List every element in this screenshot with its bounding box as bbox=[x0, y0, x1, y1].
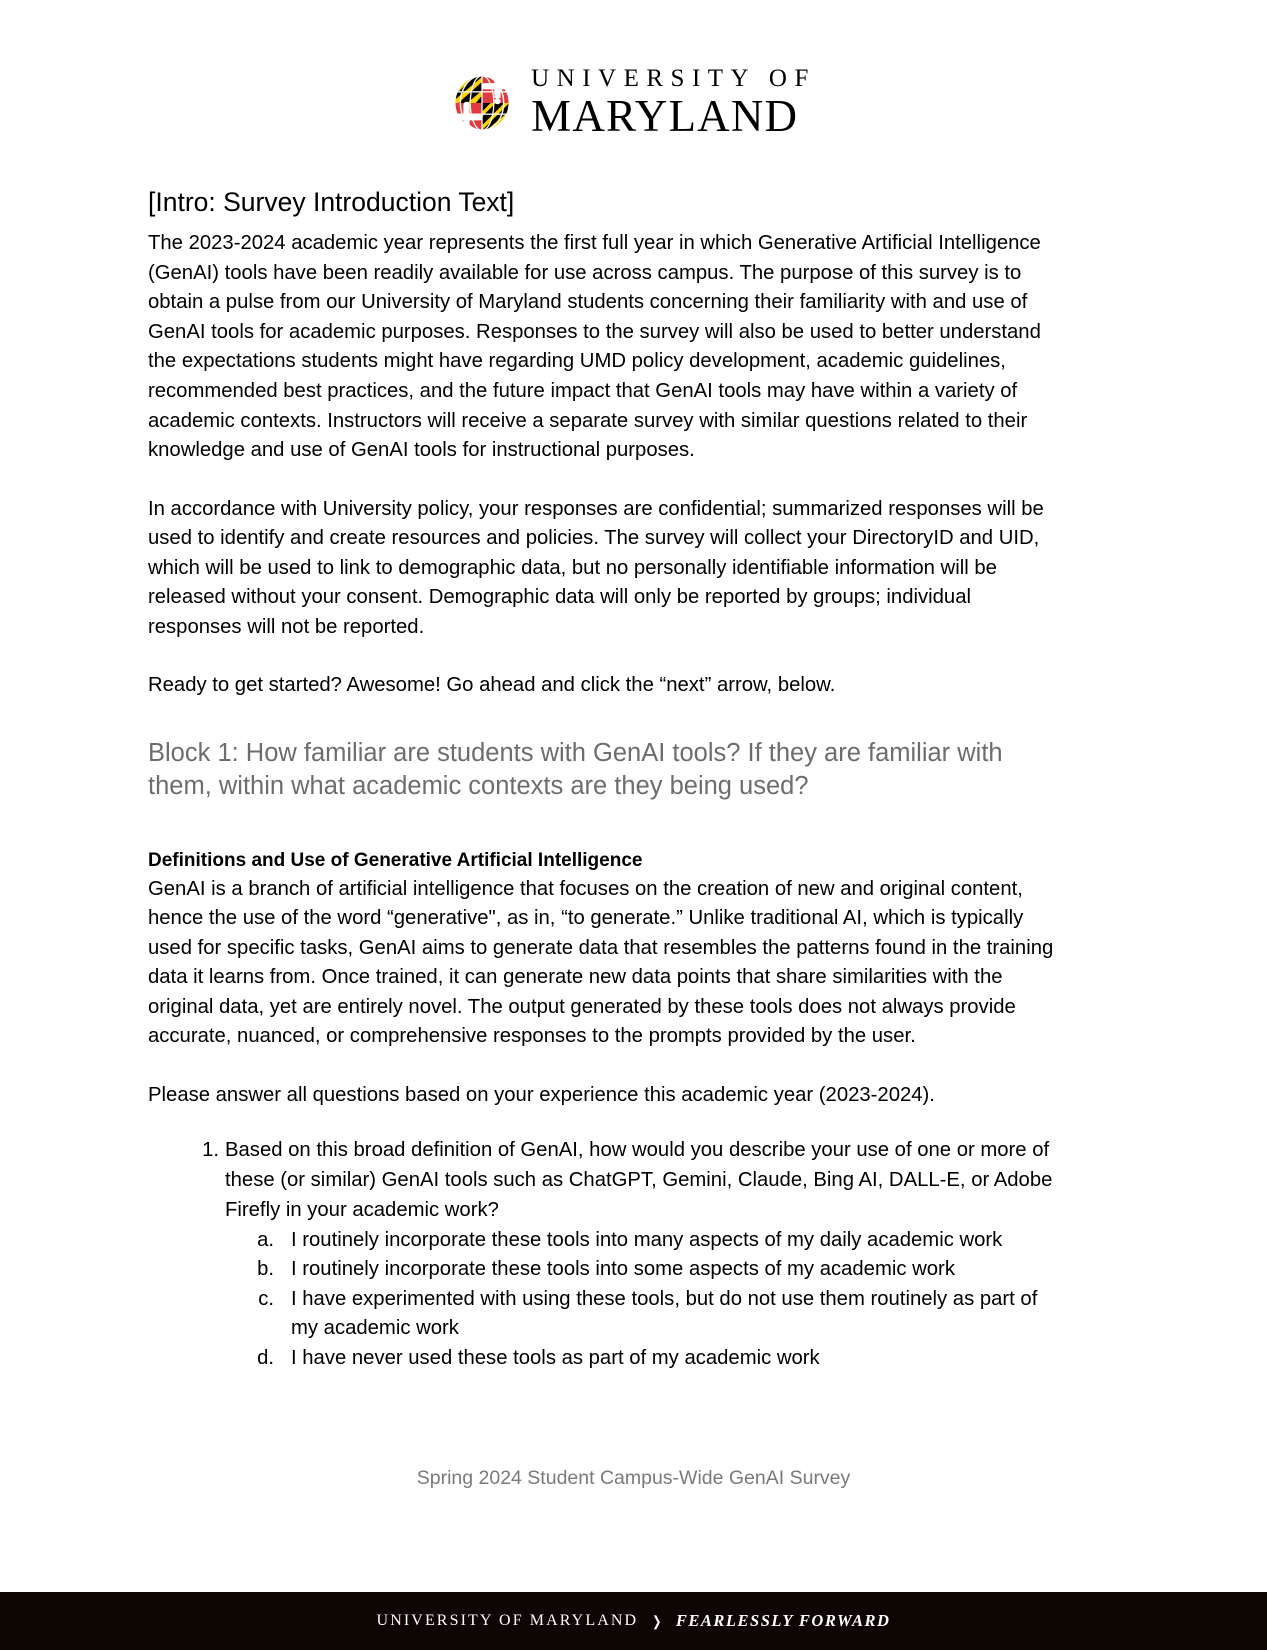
answer-option[interactable] bbox=[225, 1226, 1068, 1255]
spacer bbox=[148, 701, 1068, 737]
chevron-right-icon: ❯ bbox=[652, 1612, 662, 1629]
intro-paragraph-1: The 2023-2024 academic year represents the first full year in which Generative Artificial Intelligence (GenAI) tools have been readily available for use across campus. The purpose of this survey is to obtain a pulse from our University of Maryland students concerning their familiarity with and use of GenAI tools for academic purposes. Responses to the survey will also be used to better understand the expectations students might have regarding UMD policy development, academic guidelines, recommended best practices, and the future impact that GenAI tools may have within a variety of academic contexts. Instructors will receive a separate survey with similar questions related to their knowledge and use of GenAI tools for instructional purposes. bbox=[148, 232, 1041, 462]
umd-globe-logo-icon bbox=[451, 72, 513, 134]
umd-logo-line-2: MARYLAND bbox=[531, 91, 799, 141]
answer-option-marker: d. bbox=[257, 1346, 274, 1369]
answer-option-marker: a. bbox=[257, 1229, 274, 1252]
page-footer-text: Spring 2024 Student Campus-Wide GenAI Survey bbox=[416, 1467, 851, 1489]
answer-option-text: I have never used these tools as part of my academic work bbox=[291, 1346, 820, 1369]
umd-logo-wordmark bbox=[531, 66, 816, 139]
umd-brand-bar bbox=[0, 1592, 1267, 1650]
answer-option-marker: b. bbox=[257, 1258, 274, 1281]
spacer bbox=[148, 1052, 1068, 1081]
answer-option-marker: c. bbox=[258, 1287, 274, 1310]
answer-option[interactable] bbox=[225, 1344, 1068, 1373]
brand-bar-tagline: FEARLESSLY FORWARD bbox=[675, 1611, 891, 1630]
answer-option-text: I have experimented with using these tools, but do not use them routinely as part of my academic work bbox=[291, 1287, 1038, 1340]
answer-option-text: I routinely incorporate these tools into many aspects of my daily academic work bbox=[291, 1229, 1003, 1252]
umd-logo-line-1: UNIVERSITY OF bbox=[531, 65, 816, 92]
answer-option-list bbox=[225, 1226, 1068, 1373]
brand-bar-university-name: UNIVERSITY OF MARYLAND bbox=[376, 1612, 639, 1629]
spacer bbox=[148, 642, 1068, 671]
page-title: [Intro: Survey Introduction Text] bbox=[148, 187, 515, 217]
genai-definition-paragraph: GenAI is a branch of artificial intelligence that focuses on the creation of new and original content, hence the use of the word “generative", as in, “to generate.” Unlike traditional AI, which is typically used for specific tasks, GenAI aims to generate data that resembles the patterns found in the training data it learns from. Once trained, it can generate new data points that share similarities with the original data, yet are entirely novel. The output generated by these tools does not always provide accurate, nuanced, or comprehensive responses to the prompts provided by the user. bbox=[148, 877, 1054, 1048]
spacer bbox=[148, 466, 1068, 495]
intro-paragraph-2: In accordance with University policy, your responses are confidential; summarized responses will be used to identify and create resources and policies. The survey will collect your DirectoryID and UID, which will be used to link to demographic data, but no personally identifiable information will be released without your consent. Demographic data will only be reported by groups; individual responses will not be reported. bbox=[148, 497, 1044, 638]
answer-option[interactable] bbox=[225, 1255, 1068, 1284]
question-text: Based on this broad definition of GenAI, how would you describe your use of one or more of these (or similar) GenAI tools such as ChatGPT, Gemini, Claude, Bing AI, DALL-E, or Adobe Firefly in your academic work? bbox=[225, 1139, 1053, 1221]
answer-option[interactable] bbox=[225, 1285, 1068, 1344]
intro-paragraph-3: Ready to get started? Awesome! Go ahead and click the “next” arrow, below. bbox=[148, 674, 836, 697]
document-body bbox=[148, 186, 1068, 1373]
umd-logo bbox=[0, 66, 1267, 139]
answer-option-text: I routinely incorporate these tools into some aspects of my academic work bbox=[291, 1258, 955, 1281]
question-item bbox=[148, 1136, 1068, 1373]
question-list bbox=[148, 1136, 1068, 1373]
answer-instruction: Please answer all questions based on your experience this academic year (2023-2024). bbox=[148, 1083, 935, 1106]
spacer bbox=[148, 804, 1068, 848]
question-marker: 1. bbox=[202, 1139, 219, 1162]
block-1-heading: Block 1: How familiar are students with GenAI tools? If they are familiar with them, within what academic contexts are they being used? bbox=[148, 738, 1003, 801]
definitions-subheading: Definitions and Use of Generative Artificial Intelligence bbox=[148, 850, 643, 872]
spacer bbox=[148, 1110, 1068, 1136]
